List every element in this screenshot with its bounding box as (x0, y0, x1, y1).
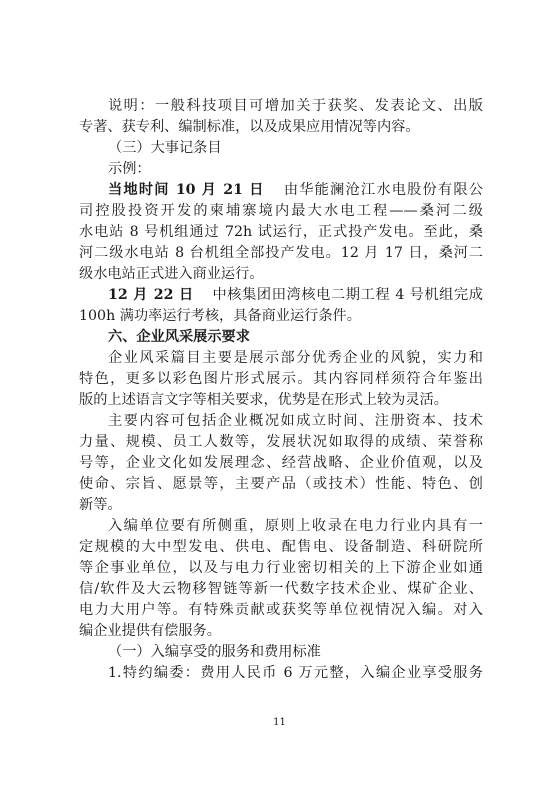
example-label: 示例： (108, 161, 151, 177)
content-desc-line-1: 主要内容可包括企业概况如成立时间、注册资本、技术 (108, 413, 483, 429)
event-2-text-1: 中核集团田湾核电二期工程 4 号机组完成 (211, 287, 483, 303)
event-1-first-line (108, 180, 483, 200)
event-1-line-2: 司控股投资开发的柬埔寨境内最大水电工程——桑河二级 (79, 203, 483, 219)
event-2-date: 12 月 22 日 (108, 287, 194, 303)
event-1-text-1: 由华能澜沧江水电股份有限公 (282, 182, 483, 198)
inclusion-line-4: 信/软件及大云物移智链等新一代数字技术企业、煤矿企业、 (79, 581, 483, 597)
style-intro-line-3: 版的上述语言文字等相关要求，优势是在形式上较为灵活。 (79, 392, 448, 408)
item-1-line: 1.特约编委：费用人民币 6 万元整，入编企业享受服务 (108, 665, 483, 681)
inclusion-line-3: 等企事业单位，以及与电力行业密切相关的上下游企业如通 (79, 560, 483, 576)
content-desc-line-4: 使命、宗旨、愿景等，主要产品（或技术）性能、特色、创 (79, 476, 483, 492)
page-number: 11 (273, 717, 286, 728)
style-intro-line-1: 企业风采篇目主要是展示部分优秀企业的风貌，实力和 (108, 350, 483, 366)
event-1-line-4: 河二级水电站 8 台机组全部投产发电。12 月 17 日，桑河二 (79, 245, 483, 261)
content-desc-line-5: 新等。 (79, 497, 122, 513)
inclusion-line-2: 定规模的大中型发电、供电、配售电、设备制造、科研院所 (79, 539, 483, 555)
style-intro-line-2: 特色，更多以彩色图片形式展示。其内容同样须符合年鉴出 (79, 371, 483, 387)
event-2-line-2: 100h 满功率运行考核，具备商业运行条件。 (79, 308, 361, 324)
note-line-2: 专著、获专利、编制标准，以及成果应用情况等内容。 (79, 119, 420, 135)
event-2-first-line (108, 285, 483, 305)
event-1-date: 当地时间 10 月 21 日 (108, 182, 265, 198)
inclusion-line-1: 入编单位要有所侧重，原则上收录在电力行业内具有一 (108, 518, 483, 534)
event-1-line-3: 水电站 8 号机组通过 72h 试运行，正式投产发电。至此，桑 (79, 224, 483, 240)
subsection-1-heading: （一）入编享受的服务和费用标准 (108, 644, 321, 660)
content-desc-line-3: 号等，企业文化如发展理念、经营战略、企业价值观，以及 (79, 455, 483, 471)
section-3-heading: （三）大事记条目 (108, 140, 222, 156)
note-line-1: 说明：一般科技项目可增加关于获奖、发表论文、出版 (108, 98, 483, 114)
inclusion-line-5: 电力大用户等。有特殊贡献或获奖等单位视情况入编。对入 (79, 602, 483, 618)
inclusion-line-6: 编企业提供有偿服务。 (79, 623, 221, 639)
section-6-heading: 六、企业风采展示要求 (108, 329, 250, 345)
content-desc-line-2: 力量、规模、员工人数等，发展状况如取得的成绩、荣誉称 (79, 434, 483, 450)
event-1-line-5: 级水电站正式进入商业运行。 (79, 266, 264, 282)
